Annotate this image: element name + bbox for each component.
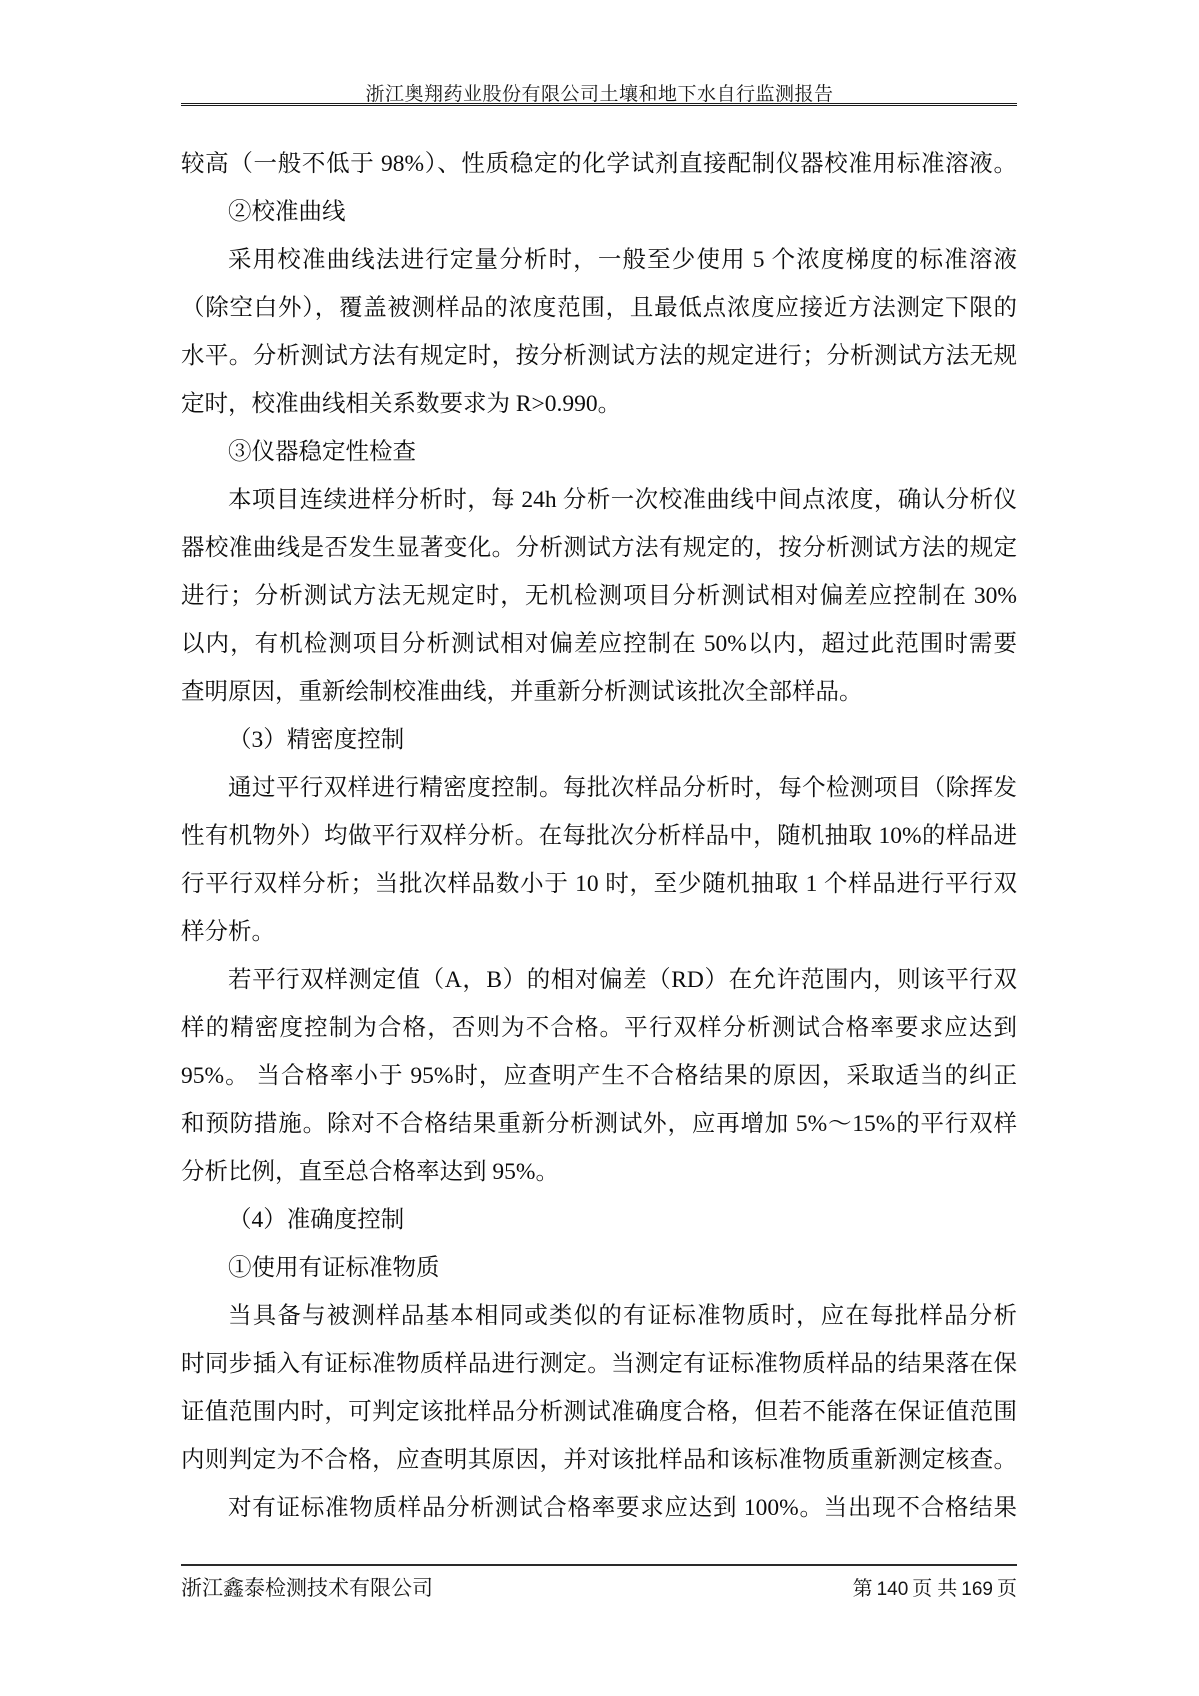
header-title: 浙江奥翔药业股份有限公司土壤和地下水自行监测报告 [365,84,834,105]
body-line: 水平。分析测试方法有规定时，按分析测试方法的规定进行；分析测试方法无规 [181,343,1017,369]
body-line-heading: ③仪器稳定性检查 [228,439,416,465]
body-line: 行平行双样分析；当批次样品数小于 10 时，至少随机抽取 1 个样品进行平行双 [181,871,1017,897]
page-footer [181,1572,1017,1602]
body-line-heading: ①使用有证标准物质 [228,1255,440,1281]
body-line: 对有证标准物质样品分析测试合格率要求应达到 100%。当出现不合格结果 [228,1495,1017,1521]
current-page-number: 140 [876,1579,909,1600]
header-rule [181,103,1017,106]
body-line: 较高（一般不低于 98%）、性质稳定的化学试剂直接配制仪器校准用标准溶液。 [181,151,1017,177]
body-line: 分析比例，直至总合格率达到 95%。 [181,1159,559,1185]
body-line: 查明原因，重新绘制校准曲线，并重新分析测试该批次全部样品。 [181,679,863,705]
total-page-number: 169 [961,1579,993,1600]
body-line: （除空白外），覆盖被测样品的浓度范围，且最低点浓度应接近方法测定下限的 [181,295,1017,321]
body-line: 进行；分析测试方法无规定时，无机检测项目分析测试相对偏差应控制在 30% [181,583,1017,609]
body-line-heading: （4）准确度控制 [228,1207,405,1233]
body-line: 本项目连续进样分析时，每 24h 分析一次校准曲线中间点浓度，确认分析仪 [228,487,1017,513]
footer-rule [181,1564,1017,1566]
body-line: 若平行双样测定值（A，B）的相对偏差（RD）在允许范围内，则该平行双 [228,967,1017,993]
page-label-before: 第 [852,1578,873,1600]
body-line: 当具备与被测样品基本相同或类似的有证标准物质时，应在每批样品分析 [228,1303,1017,1329]
body-line: 以内，有机检测项目分析测试相对偏差应控制在 50%以内，超过此范围时需要 [181,631,1017,657]
body-line: 采用校准曲线法进行定量分析时，一般至少使用 5 个浓度梯度的标准溶液 [228,247,1017,273]
body-line: 时同步插入有证标准物质样品进行测定。当测定有证标准物质样品的结果落在保 [181,1351,1017,1377]
body-line-heading: ②校准曲线 [228,199,346,225]
body-line-heading: （3）精密度控制 [228,727,405,753]
body-line: 器校准曲线是否发生显著变化。分析测试方法有规定的，按分析测试方法的规定 [181,535,1017,561]
body-line: 和预防措施。除对不合格结果重新分析测试外，应再增加 5%～15%的平行双样 [181,1111,1017,1137]
page-label-middle: 页 共 [912,1578,958,1600]
body-line: 样的精密度控制为合格，否则为不合格。平行双样分析测试合格率要求应达到 [181,1015,1017,1041]
document-body [181,140,1017,1532]
body-line: 性有机物外）均做平行双样分析。在每批次分析样品中，随机抽取 10%的样品进 [181,823,1017,849]
body-line: 定时，校准曲线相关系数要求为 R>0.990。 [181,391,622,417]
footer-company-name: 浙江鑫泰检测技术有限公司 [181,1576,433,1600]
body-line: 内则判定为不合格，应查明其原因，并对该批样品和该标准物质重新测定核查。 [181,1447,1017,1473]
body-line: 95%。 当合格率小于 95%时，应查明产生不合格结果的原因，采取适当的纠正 [181,1063,1017,1089]
body-line: 通过平行双样进行精密度控制。每批次样品分析时，每个检测项目（除挥发 [228,775,1017,801]
footer-page-number [853,1572,1017,1601]
body-line: 证值范围内时，可判定该批样品分析测试准确度合格，但若不能落在保证值范围 [181,1399,1017,1425]
body-line: 样分析。 [181,919,275,945]
page-label-after: 页 [997,1578,1017,1600]
